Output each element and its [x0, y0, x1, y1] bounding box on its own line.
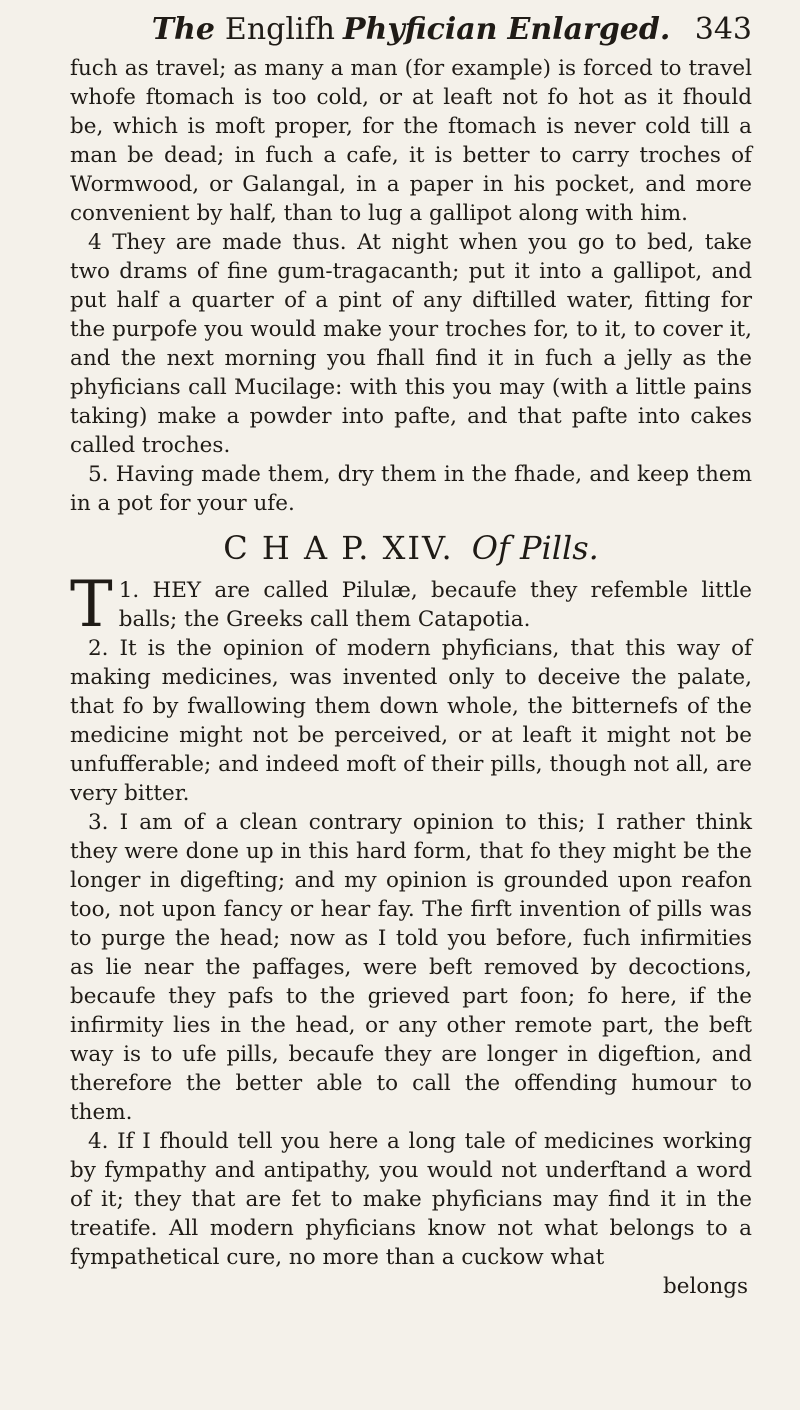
- body-text: [70, 54, 752, 1272]
- running-title-enlarged: Enlarged.: [507, 12, 671, 47]
- drop-cap: T: [70, 568, 113, 642]
- paragraph-pills-4: 4. If I fhould tell you here a long tale of medicines working by fympathy and antipathy, you would not underftand a word of it; they that are fet to make phyficians may find it in the treatife. All modern phyficians know not what belongs to a fympathetical cure, no more than a cuckow what: [70, 1129, 752, 1270]
- chapter-number: C H A P. XIV.: [223, 529, 454, 567]
- paragraph-troches-travel: fuch as travel; as many a man (for example) is forced to travel whofe ftomach is too cold, or at leaft not fo hot as it fhould be, which is moft proper, for the ftomach is never cold till a man be dead; in fuch a cafe, it is better to carry troches of Wormwood, or Galangal, in a paper in his pocket, and more convenient by half, than to lug a gallipot along with him.: [70, 56, 752, 226]
- catchword: belongs: [663, 1274, 748, 1299]
- page-number: 343: [694, 12, 752, 47]
- paragraph-pills-2: 2. It is the opinion of modern phyficians, that this way of making medicines, was invented only to deceive the palate, that fo by fwallowing them down whole, the bitternefs of the medicine might not be perceived, or at leaft it might not be unfufferable; and indeed moft of their pills, though not all, are very bitter.: [70, 636, 752, 806]
- running-title-the: The: [151, 12, 215, 47]
- paragraph-troches-making: 4 They are made thus. At night when you go to bed, take two drams of fine gum-tragacanth; put it into a gallipot, and put half a quarter of a pint of any diftilled water, fitting for the purpofe you would make your troches for, to it, to cover it, and the next morning you fhall find it in fuch a jelly as the phyficians call Mucilage: with this you may (with a little pains taking) make a powder into pafte, and that pafte into cakes called troches.: [70, 230, 752, 458]
- paragraph-troches-drying: 5. Having made them, dry them in the fhade, and keep them in a pot for your ufe.: [70, 462, 752, 516]
- running-head: [70, 10, 752, 54]
- paragraph-pills-3: 3. I am of a clean contrary opinion to this; I rather think they were done up in this hard form, that fo they might be the longer in digefting; and my opinion is grounded upon reafon too, not upon fancy or hear fay. The firft invention of pills was to purge the head; now as I told you before, fuch infirmities as lie near the paffages, were beft removed by decoctions, becaufe they pafs to the grieved part foon; fo here, if the infirmity lies in the head, or any other remote part, the beft way is to ufe pills, becaufe they are longer in digeftion, and therefore the better able to call the offending humour to them.: [70, 810, 752, 1125]
- chapter-title: Of Pills.: [471, 529, 599, 567]
- running-title-physician: Phyfician: [342, 12, 498, 47]
- paragraph-number: 1.: [118, 578, 140, 603]
- running-title-english: Englifh: [224, 12, 335, 47]
- paragraph-pills-1: [70, 568, 752, 642]
- chapter-heading: [70, 526, 752, 570]
- paragraph-pills-1-text: HEY are called Pilulæ, becaufe they refemble little balls; the Greeks call them Catapotia.: [118, 578, 752, 632]
